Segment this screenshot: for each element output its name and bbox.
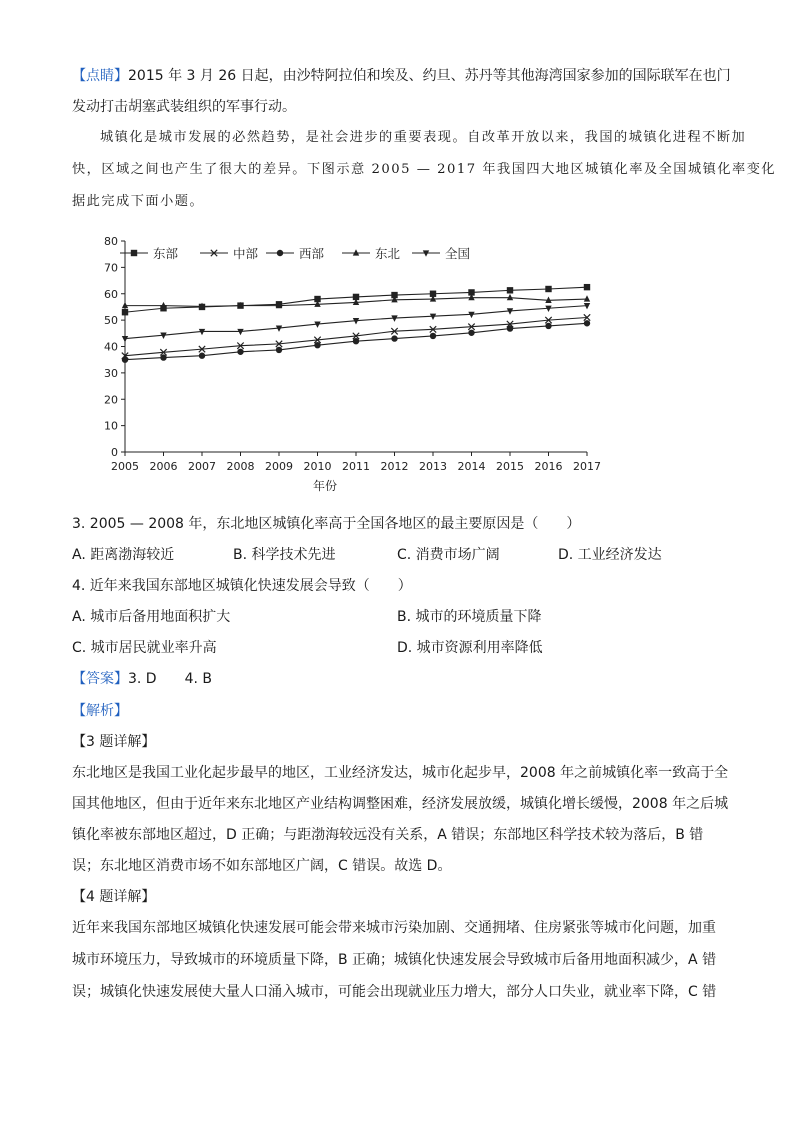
y-axis-ticks — [104, 235, 125, 459]
urbanization-line-chart — [70, 228, 630, 498]
data-point — [160, 302, 166, 308]
data-point — [237, 349, 243, 355]
data-point — [545, 323, 551, 329]
data-point — [584, 320, 590, 326]
q4-stem: 4. 近年来我国东部地区城镇化快速发展会导致（ ） — [72, 578, 412, 594]
legend-label: 东北 — [375, 246, 401, 261]
data-point — [584, 284, 590, 290]
data-point — [468, 330, 474, 336]
dianjing-text-1: 2015 年 3 月 26 日起，由沙特阿拉伯和埃及、约旦、苏丹等其他海湾国家参加的国际联军在也门 — [128, 68, 731, 84]
analysis-tag: 【解析】 — [72, 703, 128, 719]
x-axis-label: 年份 — [312, 479, 338, 493]
legend-marker — [277, 250, 283, 256]
q4-option-b: B. 城市的环境质量下降 — [397, 609, 542, 625]
legend-label: 西部 — [299, 246, 325, 261]
legend-label: 东部 — [153, 246, 179, 261]
data-point — [276, 347, 282, 353]
detail3-line-1: 东北地区是我国工业化起步最早的地区，工业经济发达，城市化起步早，2008 年之前城镇化率一致高于全 — [72, 765, 729, 781]
x-tick-label: 2008 — [226, 460, 255, 473]
q4-option-a: A. 城市后备用地面积扩大 — [72, 609, 231, 625]
intro-line-2: 快，区域之间也产生了很大的差异。下图示意 2005 — 2017 年我国四大地区城镇化率及全国城镇化率变化 — [72, 162, 777, 177]
data-point — [545, 286, 551, 292]
data-point — [237, 329, 243, 335]
data-point — [160, 354, 166, 360]
y-tick-label: 50 — [104, 314, 118, 328]
data-point — [122, 356, 128, 362]
y-tick-label: 40 — [104, 340, 118, 354]
x-tick-label: 2005 — [111, 460, 139, 473]
data-point — [353, 338, 359, 344]
y-tick-label: 0 — [111, 446, 118, 459]
chart-legend — [120, 246, 470, 261]
dianjing-line-1 — [72, 66, 731, 86]
detail3-tag: 【3 题详解】 — [72, 734, 156, 750]
data-point — [507, 294, 513, 300]
x-tick-label: 2012 — [380, 460, 409, 473]
intro-line-3: 据此完成下面小题。 — [72, 194, 205, 209]
q3-option-d: D. 工业经济发达 — [558, 547, 662, 563]
answer-line — [72, 669, 212, 689]
data-point — [122, 336, 128, 342]
y-tick-label: 10 — [104, 419, 118, 433]
data-point — [122, 309, 128, 315]
data-point — [199, 353, 205, 359]
x-tick-label: 2014 — [457, 460, 486, 473]
legend-marker — [423, 250, 429, 256]
dianjing-tag: 【点睛】 — [72, 68, 128, 84]
legend-label: 全国 — [445, 246, 471, 261]
answer-text: 3. D 4. B — [128, 671, 212, 687]
q4-option-d: D. 城市资源利用率降低 — [397, 640, 543, 656]
data-point — [314, 342, 320, 348]
dianjing-line-2: 发动打击胡塞武装组织的军事行动。 — [72, 99, 296, 115]
data-point — [122, 302, 128, 308]
x-tick-label: 2015 — [496, 460, 524, 473]
q4-option-c: C. 城市居民就业率升高 — [72, 640, 217, 656]
detail4-line-2: 城市环境压力，导致城市的环境质量下降，B 正确；城镇化快速发展会导致城市后备用地面积减少，A 错 — [72, 952, 717, 968]
y-tick-label: 80 — [104, 235, 118, 248]
x-tick-label: 2009 — [265, 460, 293, 473]
y-tick-label: 70 — [104, 261, 118, 275]
intro-line-1: 城镇化是城市发展的必然趋势，是社会进步的重要表现。自改革开放以来，我国的城镇化进程不断加 — [100, 130, 747, 145]
data-point — [430, 333, 436, 339]
x-tick-label: 2017 — [573, 460, 601, 473]
y-tick-label: 60 — [104, 287, 118, 301]
legend-marker — [353, 249, 359, 255]
legend-marker — [131, 250, 137, 256]
q3-option-b: B. 科学技术先进 — [233, 547, 336, 563]
data-point — [507, 287, 513, 293]
detail4-tag: 【4 题详解】 — [72, 889, 156, 905]
series-西部 — [122, 320, 590, 363]
q3-option-c: C. 消费市场广阔 — [397, 547, 500, 563]
detail3-line-3: 镇化率被东部地区超过，D 正确；与距渤海较远没有关系，A 错误；东部地区科学技术较为落后，B 错 — [72, 827, 704, 843]
x-tick-label: 2013 — [419, 460, 447, 473]
x-tick-label: 2016 — [534, 460, 563, 473]
y-tick-label: 30 — [104, 366, 118, 380]
y-tick-label: 20 — [104, 393, 118, 407]
detail3-line-4: 误；东北地区消费市场不如东部地区广阔，C 错误。故选 D。 — [72, 858, 452, 874]
q3-stem: 3. 2005 — 2008 年，东北地区城镇化率高于全国各地区的最主要原因是（ ） — [72, 516, 581, 532]
x-tick-label: 2010 — [303, 460, 332, 473]
detail3-line-2: 国其他地区，但由于近年来东北地区产业结构调整困难，经济发展放缓，城镇化增长缓慢，2008 年之后城 — [72, 796, 729, 812]
x-tick-label: 2007 — [188, 460, 216, 473]
detail4-line-3: 误；城镇化快速发展使大量人口涌入城市，可能会出现就业压力增大，部分人口失业，就业率下降，C 错 — [72, 984, 717, 1000]
data-point — [507, 325, 513, 331]
q3-option-a: A. 距离渤海较近 — [72, 547, 175, 563]
legend-label: 中部 — [233, 246, 259, 261]
detail4-line-1: 近年来我国东部地区城镇化快速发展可能会带来城市污染加剧、交通拥堵、住房紧张等城市化问题，加重 — [72, 920, 716, 936]
data-point — [584, 295, 590, 301]
chart-series — [122, 284, 590, 363]
chart-axes — [125, 241, 587, 452]
answer-tag: 【答案】 — [72, 671, 128, 687]
x-tick-label: 2006 — [149, 460, 178, 473]
x-axis-ticks — [111, 452, 601, 473]
x-tick-label: 2011 — [342, 460, 370, 473]
data-point — [391, 335, 397, 341]
